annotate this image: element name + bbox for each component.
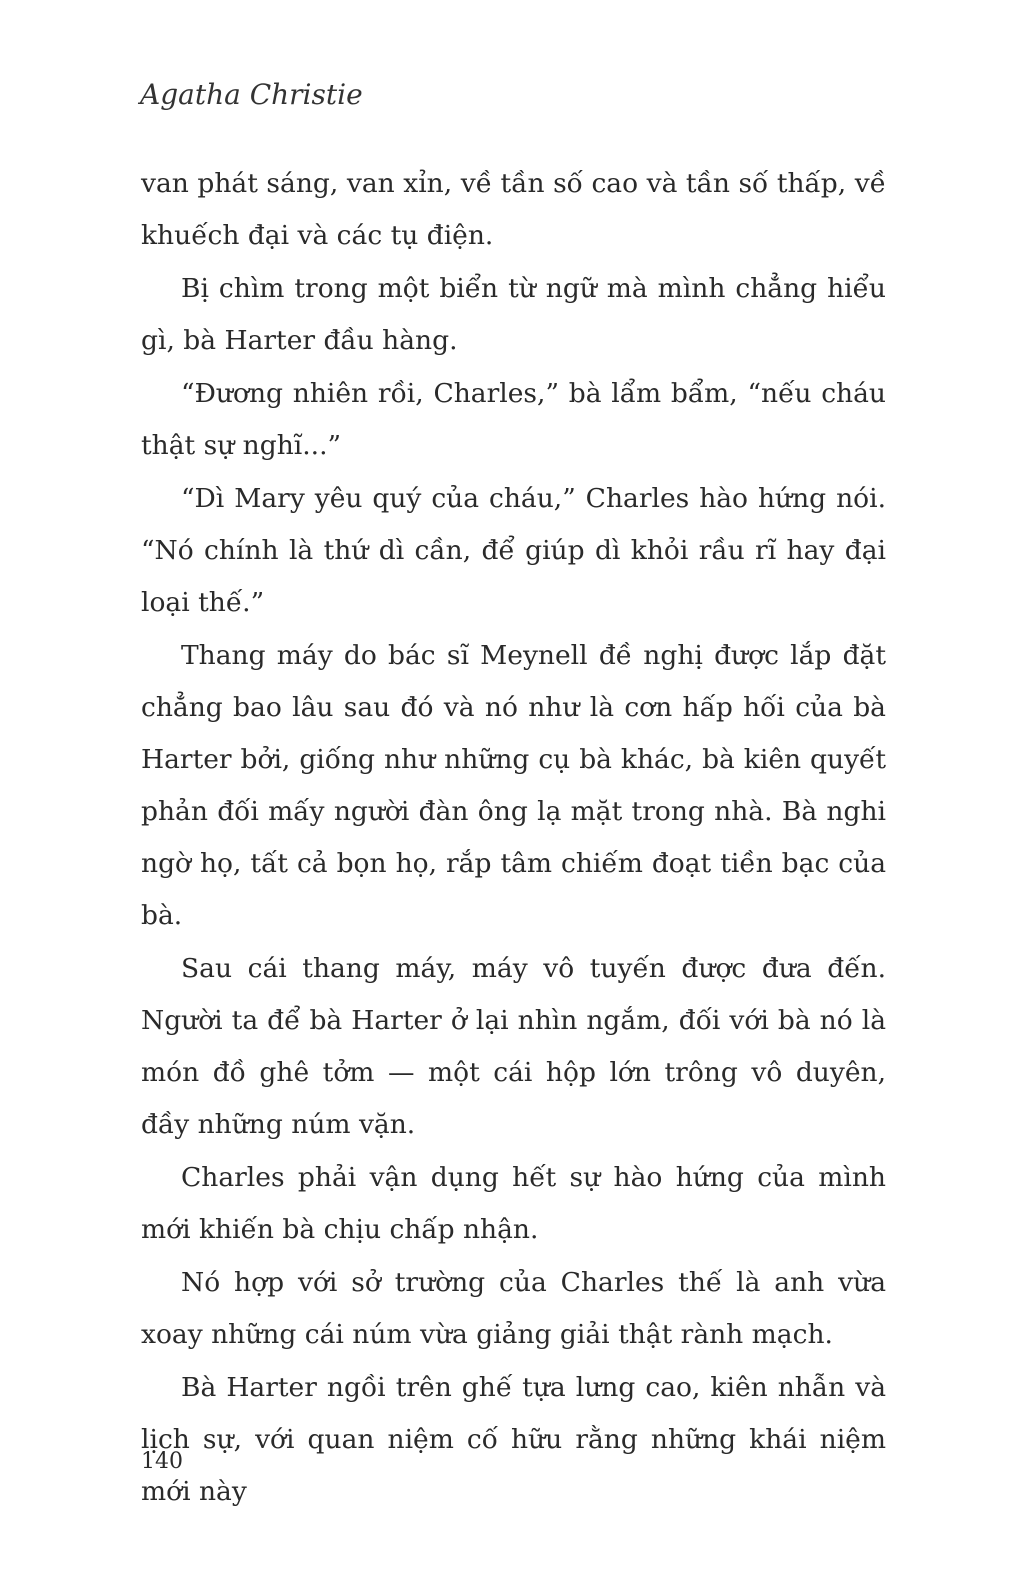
paragraph: “Dì Mary yêu quý của cháu,” Charles hào hứng nói. “Nó chính là thứ dì cần, để giúp dì khỏi rầu rĩ hay đại loại thế.” — [141, 483, 886, 618]
paragraph: “Đương nhiên rồi, Charles,” bà lẩm bẩm, “nếu cháu thật sự nghĩ...” — [141, 378, 886, 461]
paragraph: Bà Harter ngồi trên ghế tựa lưng cao, kiên nhẫn và lịch sự, với quan niệm cố hữu rằng những khái niệm mới này — [141, 1372, 886, 1507]
paragraph: Nó hợp với sở trường của Charles thế là anh vừa xoay những cái núm vừa giảng giải thật rành mạch. — [141, 1267, 886, 1350]
page-number: 140 — [141, 1449, 183, 1474]
paragraph: van phát sáng, van xỉn, về tần số cao và tần số thấp, về khuếch đại và các tụ điện. — [141, 168, 886, 251]
paragraph: Thang máy do bác sĩ Meynell đề nghị được lắp đặt chẳng bao lâu sau đó và nó như là cơn hấp hối của bà Harter bởi, giống như những cụ bà khác, bà kiên quyết phản đối mấy người đàn ông lạ mặt trong nhà. Bà nghi ngờ họ, tất cả bọn họ, rắp tâm chiếm đoạt tiền bạc của bà. — [141, 640, 886, 931]
paragraph: Bị chìm trong một biển từ ngữ mà mình chẳng hiểu gì, bà Harter đầu hàng. — [141, 273, 886, 356]
author-signature-logo — [140, 70, 363, 120]
paragraph: Charles phải vận dụng hết sự hào hứng của mình mới khiến bà chịu chấp nhận. — [141, 1162, 886, 1245]
page-body — [141, 158, 886, 1519]
paragraph: Sau cái thang máy, máy vô tuyến được đưa đến. Người ta để bà Harter ở lại nhìn ngắm, đối với bà nó là món đồ ghê tởm — một cái hộp lớn trông vô duyên, đầy những núm vặn. — [141, 953, 886, 1140]
signature-text: Agatha Christie — [140, 78, 363, 111]
